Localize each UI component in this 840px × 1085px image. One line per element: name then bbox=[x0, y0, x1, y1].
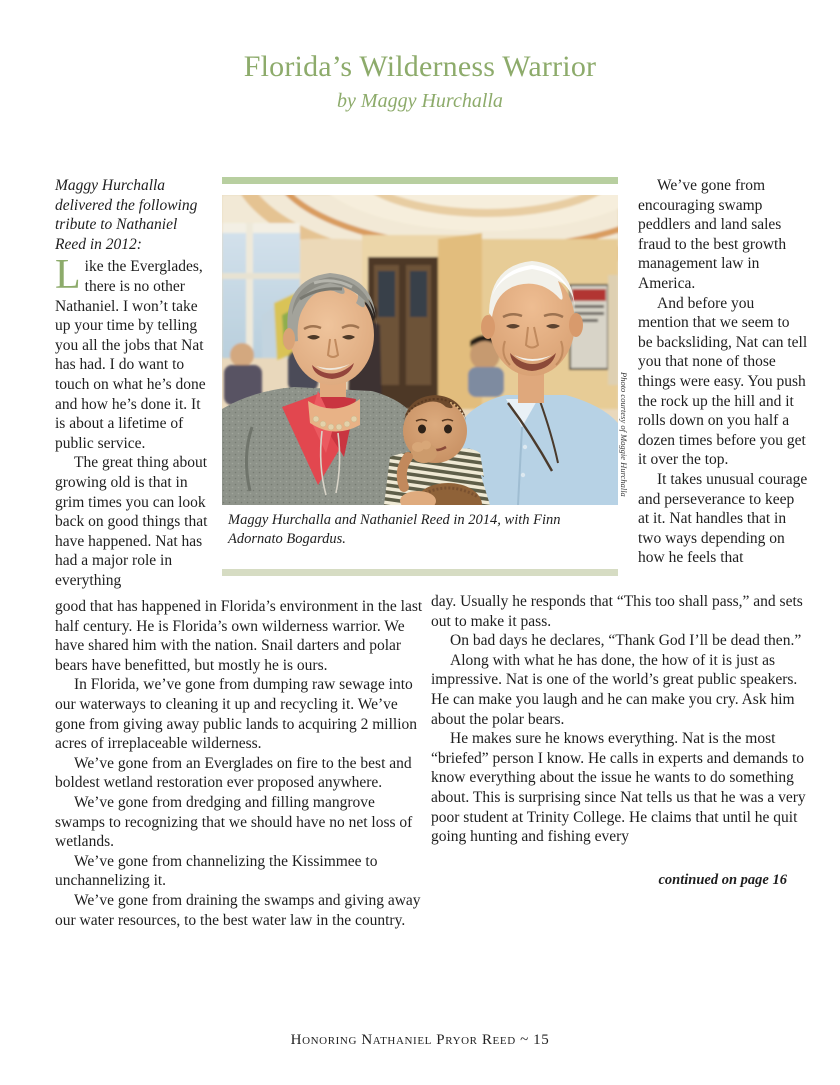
left-column-narrow bbox=[55, 176, 208, 590]
paragraph: good that has happened in Florida’s environment in the last half century. He is Florida’s own wilderness warrior. We have shared him with the nation. Snail darters and polar bears have benefitted, but mostly he is ours. bbox=[55, 598, 423, 674]
opening-paragraph bbox=[55, 252, 208, 453]
paragraph: He makes sure he knows everything. Nat is the most “briefed” person I know. He calls in experts and demands to know everything about the issue he wants to do something about. This is surprising since Nat tells us that he was a very poor student at Trinity College. He claims that until he quit going hunting and fishing every bbox=[431, 730, 806, 846]
paragraph: And before you mention that we seem to be backsliding, Nat can tell you that none of those things were easy. You push the rock up the hill and it rolls down on you half a dozen times before you get it over the top. bbox=[638, 294, 808, 469]
green-rule-bottom bbox=[222, 569, 618, 576]
green-rule-top bbox=[222, 177, 618, 184]
paragraph: On bad days he declares, “Thank God I’ll be dead then.” bbox=[450, 632, 802, 650]
drop-cap: L bbox=[55, 252, 81, 299]
left-column-wide bbox=[55, 597, 425, 930]
paragraph: day. Usually he responds that “This too shall pass,” and sets out to make it pass. bbox=[431, 593, 803, 630]
paragraph: The great thing about growing old is that in grim times you can look back on good things that have happened. Nat has had a major role in everything bbox=[55, 454, 208, 589]
paragraph: We’ve gone from dredging and filling mangrove swamps to recognizing that we should have no net loss of wetlands. bbox=[55, 793, 413, 851]
photo-caption: Maggy Hurchalla and Nathaniel Reed in 2014, with Finn Adornato Bogardus. bbox=[228, 512, 561, 547]
byline: by Maggy Hurchalla bbox=[337, 90, 503, 112]
paragraph: It takes unusual courage and perseverance to keep at it. Nat handles that in two ways depending on how he feels that bbox=[638, 470, 808, 567]
paragraph: We’ve gone from channelizing the Kissimmee to unchannelizing it. bbox=[55, 852, 378, 890]
photo-illustration bbox=[222, 195, 618, 505]
photo-block bbox=[222, 177, 618, 184]
paragraph: We’ve gone from encouraging swamp peddlers and land sales fraud to the best growth management law in America. bbox=[638, 177, 787, 292]
opening-text: ike the Everglades, there is no other Nathaniel. I won’t take up your time by telling you all the jobs that Nat has had. I do want to touch on what he’s done and how he’s done it. It is about a lifetime of public service. bbox=[55, 258, 206, 452]
page-title: Florida’s Wilderness Warrior bbox=[243, 50, 597, 83]
paragraph: In Florida, we’ve gone from dumping raw sewage into our waterways to cleaning it up and recycling it. We’ve gone from giving away public lands to acquiring 2 million acres of irreplaceable wilderness. bbox=[55, 676, 418, 753]
continued-note: continued on page 16 bbox=[658, 872, 787, 888]
photo bbox=[222, 195, 618, 505]
photo-credit: Photo courtesy of Maggie Hurchalla bbox=[619, 372, 629, 497]
intro-paragraph: Maggy Hurchalla delivered the following tribute to Nathaniel Reed in 2012: bbox=[55, 177, 198, 253]
paragraph: We’ve gone from an Everglades on fire to the best and boldest wetland restoration ever proposed anywhere. bbox=[55, 754, 412, 792]
page-footer: Honoring Nathaniel Pryor Reed ~ 15 bbox=[290, 1032, 550, 1048]
paragraph: We’ve gone from draining the swamps and giving away our water resources, to the best water law in the country. bbox=[55, 891, 421, 929]
right-column-wide bbox=[431, 592, 807, 847]
right-column-narrow bbox=[638, 176, 808, 568]
paragraph: Along with what he has done, the how of it is just as impressive. Nat is one of the world’s great public speakers. He can make you laugh and he can make you cry. Ask him about the polar bears. bbox=[431, 651, 798, 728]
